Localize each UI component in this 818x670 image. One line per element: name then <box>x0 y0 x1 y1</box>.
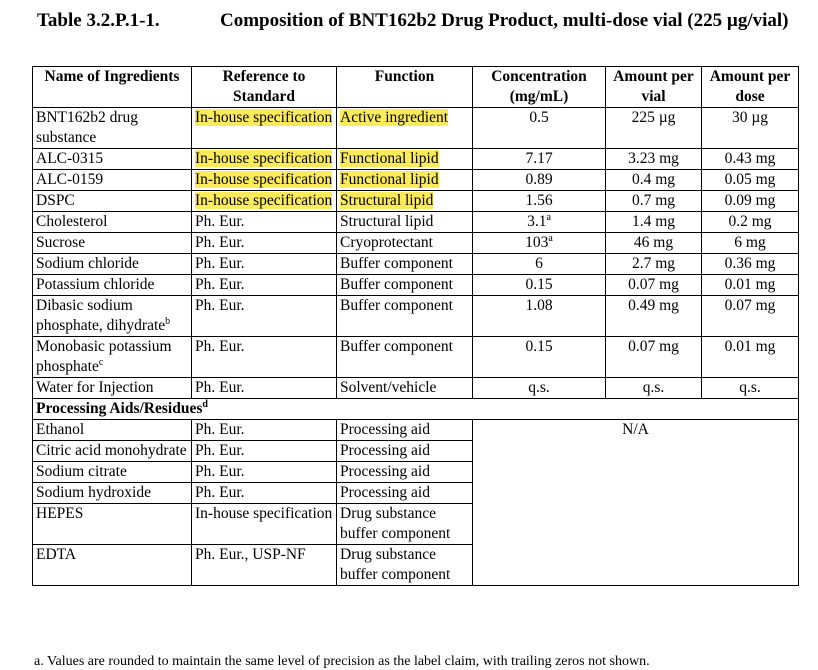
amount-per-vial: 0.07 mg <box>606 275 702 296</box>
reference-cell <box>192 108 337 149</box>
concentration-cell <box>473 170 606 191</box>
function-text: Solvent/vehicle <box>340 379 437 396</box>
ingredient-name: Citric acid monohydrate <box>33 441 192 462</box>
composition-table <box>32 66 799 586</box>
footnote-marker: c <box>98 356 104 368</box>
concentration-value: 103 <box>525 234 549 251</box>
concentration-cell <box>473 337 606 378</box>
concentration-cell <box>473 212 606 233</box>
table-row <box>33 212 799 233</box>
reference-text: Ph. Eur. <box>195 276 245 293</box>
ingredient-name: Cholesterol <box>36 213 108 230</box>
table-row <box>33 337 799 378</box>
reference-text: Ph. Eur. <box>195 234 245 251</box>
ingredient-name: ALC-0159 <box>36 171 104 188</box>
amount-per-dose: 6 mg <box>702 233 799 254</box>
amount-per-dose: 0.05 mg <box>702 170 799 191</box>
reference-cell: Ph. Eur. <box>192 420 337 441</box>
table-row <box>33 170 799 191</box>
reference-text: In-house specification <box>195 150 333 167</box>
concentration-value: 1.08 <box>525 297 553 314</box>
ingredient-name: Monobasic potassium phosphate <box>36 338 172 375</box>
concentration-value: 6 <box>535 255 543 272</box>
concentration-value: 3.1 <box>527 213 547 230</box>
reference-cell: Ph. Eur. <box>192 441 337 462</box>
reference-cell: Ph. Eur. <box>192 462 337 483</box>
reference-text: Ph. Eur. <box>195 297 245 314</box>
table-row <box>33 149 799 170</box>
function-cell <box>337 108 473 149</box>
ingredient-name: Sodium chloride <box>36 255 139 272</box>
reference-text: Ph. Eur. <box>195 255 245 272</box>
function-text: Structural lipid <box>340 192 434 209</box>
reference-text: Ph. Eur. <box>195 213 245 230</box>
col-header: Name of Ingredients <box>33 67 192 108</box>
ingredient-name-cell <box>33 337 192 378</box>
col-header: Function <box>337 67 473 108</box>
ingredient-name-cell <box>33 108 192 149</box>
function-text: Cryoprotectant <box>340 234 433 251</box>
col-header: Amount per vial <box>606 67 702 108</box>
table-row <box>33 191 799 212</box>
function-text: Buffer component <box>340 297 453 314</box>
col-header: Concentration (mg/mL) <box>473 67 606 108</box>
concentration-value: 1.56 <box>525 192 553 209</box>
function-text: Buffer component <box>340 338 453 355</box>
function-cell: Drug substance buffer component <box>337 504 473 545</box>
concentration-cell <box>473 254 606 275</box>
function-cell <box>337 170 473 191</box>
function-cell <box>337 337 473 378</box>
reference-cell: Ph. Eur. <box>192 483 337 504</box>
ingredient-name-cell <box>33 254 192 275</box>
table-row <box>33 420 799 441</box>
amount-per-vial: 225 µg <box>606 108 702 149</box>
reference-cell <box>192 378 337 399</box>
reference-cell: Ph. Eur., USP-NF <box>192 545 337 586</box>
reference-cell <box>192 337 337 378</box>
ingredient-name-cell <box>33 275 192 296</box>
reference-cell <box>192 149 337 170</box>
ingredient-name-cell <box>33 378 192 399</box>
ingredient-name-cell <box>33 191 192 212</box>
amount-per-vial: 0.07 mg <box>606 337 702 378</box>
table-row <box>33 254 799 275</box>
ingredient-name: EDTA <box>33 545 192 586</box>
amount-per-dose: 0.09 mg <box>702 191 799 212</box>
amount-per-vial: 2.7 mg <box>606 254 702 275</box>
ingredient-name: ALC-0315 <box>36 150 104 167</box>
concentration-cell <box>473 275 606 296</box>
col-header: Amount per dose <box>702 67 799 108</box>
section-header <box>33 399 799 420</box>
amount-per-vial: 0.49 mg <box>606 296 702 337</box>
reference-cell <box>192 191 337 212</box>
header-row <box>33 67 799 108</box>
ingredient-name: Potassium chloride <box>36 276 155 293</box>
concentration-value: 0.5 <box>529 109 549 126</box>
concentration-cell <box>473 296 606 337</box>
function-text: Active ingredient <box>340 109 449 126</box>
ingredient-name-cell <box>33 233 192 254</box>
reference-text: Ph. Eur. <box>195 338 245 355</box>
concentration-cell <box>473 191 606 212</box>
footnote-marker: a <box>548 232 553 244</box>
function-text: Buffer component <box>340 255 453 272</box>
concentration-value: 0.15 <box>525 338 553 355</box>
amount-per-vial: q.s. <box>606 378 702 399</box>
ingredient-name-cell <box>33 212 192 233</box>
amount-per-dose: 0.01 mg <box>702 337 799 378</box>
amount-per-vial: 1.4 mg <box>606 212 702 233</box>
function-cell: Processing aid <box>337 420 473 441</box>
footnote-marker: d <box>202 398 208 410</box>
table-row <box>33 233 799 254</box>
function-cell: Processing aid <box>337 483 473 504</box>
reference-cell: In-house specification <box>192 504 337 545</box>
concentration-cell <box>473 149 606 170</box>
function-cell <box>337 378 473 399</box>
ingredient-name: Sucrose <box>36 234 86 251</box>
amount-per-dose: q.s. <box>702 378 799 399</box>
ingredient-name: Sodium citrate <box>33 462 192 483</box>
concentration-value: 0.15 <box>525 276 553 293</box>
function-cell <box>337 275 473 296</box>
reference-cell <box>192 296 337 337</box>
table-number: Table 3.2.P.1-1. <box>37 10 160 31</box>
concentration-value: q.s. <box>528 379 550 396</box>
function-cell <box>337 212 473 233</box>
concentration-value: 0.89 <box>525 171 553 188</box>
reference-cell <box>192 233 337 254</box>
col-header: Reference to Standard <box>192 67 337 108</box>
reference-text: In-house specification <box>195 171 333 188</box>
amount-per-vial: 0.7 mg <box>606 191 702 212</box>
reference-text: In-house specification <box>195 109 333 126</box>
footnote-marker: b <box>165 315 171 327</box>
ingredient-name-cell <box>33 296 192 337</box>
amount-per-dose: 30 µg <box>702 108 799 149</box>
ingredient-name: DSPC <box>36 192 75 209</box>
concentration-cell <box>473 233 606 254</box>
function-text: Buffer component <box>340 276 453 293</box>
amount-per-vial: 46 mg <box>606 233 702 254</box>
function-cell: Processing aid <box>337 441 473 462</box>
amount-per-dose: 0.07 mg <box>702 296 799 337</box>
reference-text: Ph. Eur. <box>195 379 245 396</box>
amount-per-dose: 0.2 mg <box>702 212 799 233</box>
footnote: a. Values are rounded to maintain the same level of precision as the label claim, with trailing zeros not shown. <box>34 654 650 669</box>
reference-cell <box>192 254 337 275</box>
function-text: Structural lipid <box>340 213 434 230</box>
reference-cell <box>192 275 337 296</box>
table-row <box>33 275 799 296</box>
function-text: Functional lipid <box>340 150 439 167</box>
function-cell <box>337 296 473 337</box>
reference-cell <box>192 212 337 233</box>
ingredient-name: BNT162b2 drug substance <box>36 109 139 146</box>
concentration-cell <box>473 378 606 399</box>
ingredient-name: Ethanol <box>33 420 192 441</box>
table-row <box>33 108 799 149</box>
function-text: Functional lipid <box>340 171 439 188</box>
function-cell <box>337 254 473 275</box>
footnote-marker: a <box>546 211 551 223</box>
ingredient-name: Sodium hydroxide <box>33 483 192 504</box>
function-cell <box>337 149 473 170</box>
function-cell: Drug substance buffer component <box>337 545 473 586</box>
reference-text: In-house specification <box>195 192 333 209</box>
not-applicable-cell: N/A <box>473 420 799 586</box>
amount-per-dose: 0.01 mg <box>702 275 799 296</box>
function-cell <box>337 191 473 212</box>
table-row <box>33 296 799 337</box>
amount-per-vial: 0.4 mg <box>606 170 702 191</box>
concentration-cell <box>473 108 606 149</box>
table-title: Composition of BNT162b2 Drug Product, multi-dose vial (225 µg/vial) <box>220 10 789 31</box>
section-row <box>33 399 799 420</box>
concentration-value: 7.17 <box>525 150 553 167</box>
function-cell: Processing aid <box>337 462 473 483</box>
ingredient-name-cell <box>33 170 192 191</box>
reference-cell <box>192 170 337 191</box>
amount-per-vial: 3.23 mg <box>606 149 702 170</box>
ingredient-name: HEPES <box>33 504 192 545</box>
amount-per-dose: 0.43 mg <box>702 149 799 170</box>
table-row <box>33 378 799 399</box>
ingredient-name: Dibasic sodium phosphate, dihydrate <box>36 297 166 334</box>
function-cell <box>337 233 473 254</box>
amount-per-dose: 0.36 mg <box>702 254 799 275</box>
ingredient-name-cell <box>33 149 192 170</box>
section-label: Processing Aids/Residues <box>36 400 203 417</box>
ingredient-name: Water for Injection <box>36 379 154 396</box>
